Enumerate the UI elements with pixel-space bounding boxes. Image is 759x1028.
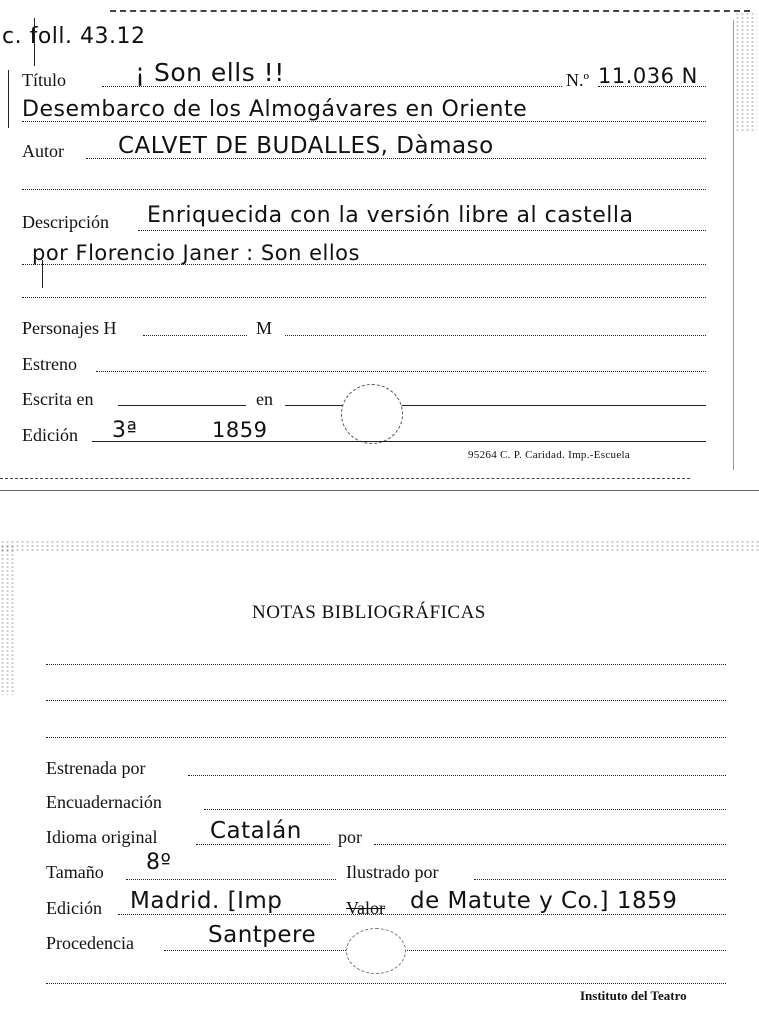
scan-noise [735,12,757,132]
personajes-h-line [143,335,247,336]
margin-stroke [8,70,9,128]
tamano-line [126,879,336,880]
escrita-line [118,405,246,406]
blank-line-1 [22,189,706,190]
notas-line-last [46,983,726,984]
ilustrado-label: Ilustrado por [346,862,439,882]
punch-hole-back [346,928,406,974]
notas-heading: NOTAS BIBLIOGRÁFICAS [252,602,486,623]
personajes-m-label: M [256,318,273,338]
idioma-por-line [374,844,726,845]
encuadernacion-label: Encuadernación [46,792,162,812]
scan-noise-left [0,545,16,695]
descripcion-value-2: por Florencio Janer : Son ellos [32,241,360,265]
procedencia-label: Procedencia [46,933,134,953]
back-edicion-value-a: Madrid. [Imp [130,888,283,914]
numero-label: N.º [566,70,590,90]
punch-hole [341,384,403,444]
autor-value: CALVET DE BUDALLES, Dàmaso [118,133,494,159]
blank-line-2 [22,297,706,298]
escrita-label: Escrita en [22,389,94,409]
numero-line [598,86,706,87]
edicion-value: 3ª [112,418,138,443]
idioma-value: Catalán [210,818,302,844]
estreno-label: Estreno [22,354,77,374]
autor-label: Autor [22,141,64,161]
procedencia-line [164,950,726,951]
idioma-por-label: por [338,827,362,847]
descripcion-line-1 [138,230,706,231]
escrita-en-label: en [256,389,273,409]
back-edicion-value-struck: Valor [346,898,385,918]
page-divider [0,490,759,491]
notas-line-2 [46,700,726,701]
numero-value: 11.036 N [598,64,698,88]
card-bottom-edge [0,478,690,479]
titulo-value: ¡ Son ells !! [135,58,285,87]
edicion-line [92,441,706,442]
call-number: c. foll. 43.12 [2,24,146,49]
subtitle-value: Desembarco de los Almogávares en Oriente [22,97,528,122]
card-top-edge [110,10,750,12]
back-edicion-value-b: de Matute y Co.] 1859 [410,888,678,914]
edicion-year: 1859 [212,418,268,442]
printer-imprint: 95264 C. P. Caridad. Imp.-Escuela [468,449,631,461]
procedencia-value: Santpere [208,922,317,948]
personajes-m-line [285,335,706,336]
notas-line-1 [46,664,726,665]
encuadernacion-line [204,809,726,810]
notas-line-3 [46,737,726,738]
tamano-value: 8º [146,850,172,875]
back-edicion-label: Edición [46,898,102,918]
card-right-edge [733,20,734,470]
estreno-line [96,371,706,372]
descripcion-stroke [42,260,43,288]
titulo-label: Título [22,70,66,90]
descripcion-label: Descripción [22,212,109,232]
personajes-label: Personajes H [22,318,117,338]
scan-noise-top [0,540,759,552]
idioma-label: Idioma original [46,827,158,847]
footer-institute: Instituto del Teatro [580,988,687,1003]
estrenada-label: Estrenada por [46,758,146,778]
edicion-label: Edición [22,425,78,445]
estrenada-line [188,775,726,776]
idioma-line [196,844,330,845]
descripcion-value-1: Enriquecida con la versión libre al castella [147,203,634,228]
call-number-stroke [34,18,35,66]
ilustrado-line [474,879,726,880]
tamano-label: Tamaño [46,862,104,882]
back-edicion-line [118,914,726,915]
